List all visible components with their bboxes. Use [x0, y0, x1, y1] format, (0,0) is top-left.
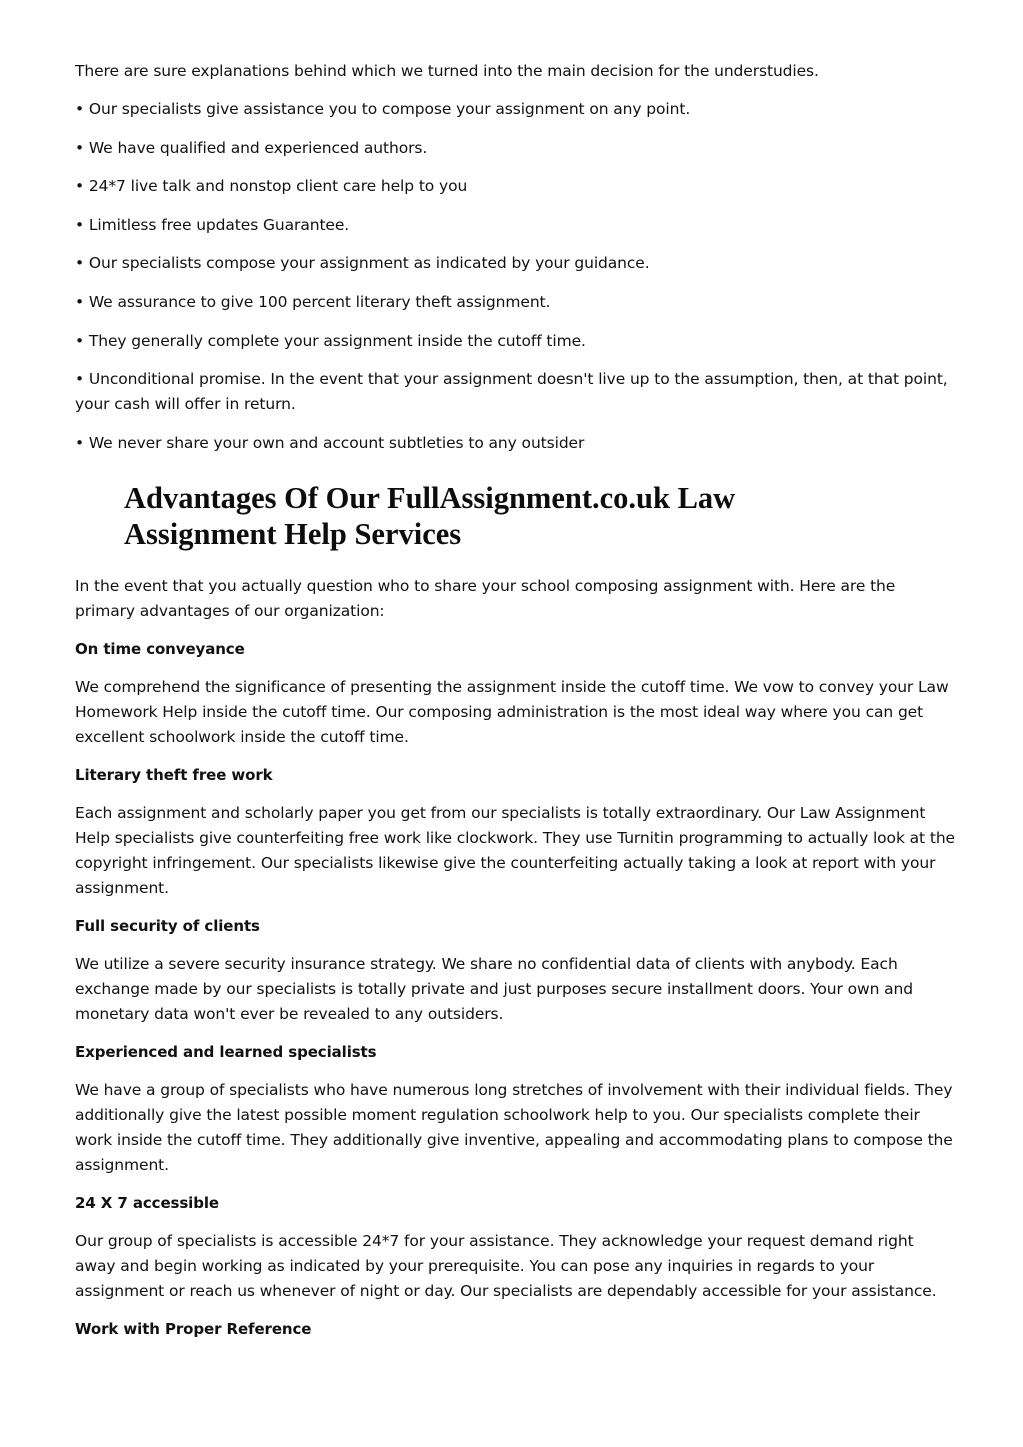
- list-item: • Our specialists compose your assignment as indicated by your guidance.: [75, 254, 650, 273]
- list-item: • Unconditional promise. In the event that your assignment doesn't live up to the assumption, then, at that point, your cash will offer in return.: [75, 370, 948, 414]
- lead-paragraph: In the event that you actually question who to share your school composing assignment with. Here are the primary advantages of our organization:: [75, 576, 896, 620]
- page-title: [124, 480, 824, 552]
- section-body: We have a group of specialists who have numerous long stretches of involvement with their individual fields. They additionally give the latest possible moment regulation schoolwork help to you. Our specialists complete their work inside the cutoff time. They additionally give inventive, appealing and accommodating plans to compose the assignment.: [75, 1080, 953, 1174]
- document-page: [75, 59, 955, 1355]
- list-item: • They generally complete your assignment inside the cutoff time.: [75, 331, 586, 350]
- title-line-1: Advantages Of Our FullAssignment.co.uk Law: [124, 480, 736, 515]
- section-heading: On time conveyance: [75, 639, 245, 658]
- intro-paragraph: There are sure explanations behind which we turned into the main decision for the understudies.: [75, 62, 819, 80]
- title-line-2: Assignment Help Services: [124, 516, 462, 551]
- section-heading: Full security of clients: [75, 916, 260, 935]
- reasons-list: [75, 97, 955, 456]
- section-heading: Work with Proper Reference: [75, 1319, 312, 1338]
- section-body: Each assignment and scholarly paper you get from our specialists is totally extraordinary. Our Law Assignment Help specialists give counterfeiting free work like clockwork. They use Turnitin programming to actually look at the copyright infringement. Our specialists likewise give the counterfeiting actually taking a look at report with your assignment.: [75, 803, 955, 897]
- section-body: We utilize a severe security insurance strategy. We share no confidential data of clients with anybody. Each exchange made by our specialists is totally private and just purposes secure installment doors. Your own and monetary data won't ever be revealed to any outsiders.: [75, 954, 913, 1023]
- list-item: • We assurance to give 100 percent literary theft assignment.: [75, 292, 551, 311]
- list-item: • Limitless free updates Guarantee.: [75, 215, 350, 234]
- list-item: • Our specialists give assistance you to compose your assignment on any point.: [75, 100, 691, 118]
- advantages-sections: [75, 574, 955, 1342]
- section-heading: Experienced and learned specialists: [75, 1042, 377, 1061]
- section-heading: Literary theft free work: [75, 765, 273, 784]
- section-heading: 24 X 7 accessible: [75, 1193, 219, 1212]
- section-body: We comprehend the significance of presenting the assignment inside the cutoff time. We vow to convey your Law Homework Help inside the cutoff time. Our composing administration is the most ideal way where you can get excellent schoolwork inside the cutoff time.: [75, 677, 949, 746]
- section-body: Our group of specialists is accessible 24*7 for your assistance. They acknowledge your request demand right away and begin working as indicated by your prerequisite. You can pose any inquiries in regards to your assignment or reach us whenever of night or day. Our specialists are dependably accessible for your assistance.: [75, 1231, 937, 1300]
- list-item: • 24*7 live talk and nonstop client care help to you: [75, 177, 468, 196]
- list-item: • We never share your own and account subtleties to any outsider: [75, 433, 585, 452]
- list-item: • We have qualified and experienced authors.: [75, 138, 428, 157]
